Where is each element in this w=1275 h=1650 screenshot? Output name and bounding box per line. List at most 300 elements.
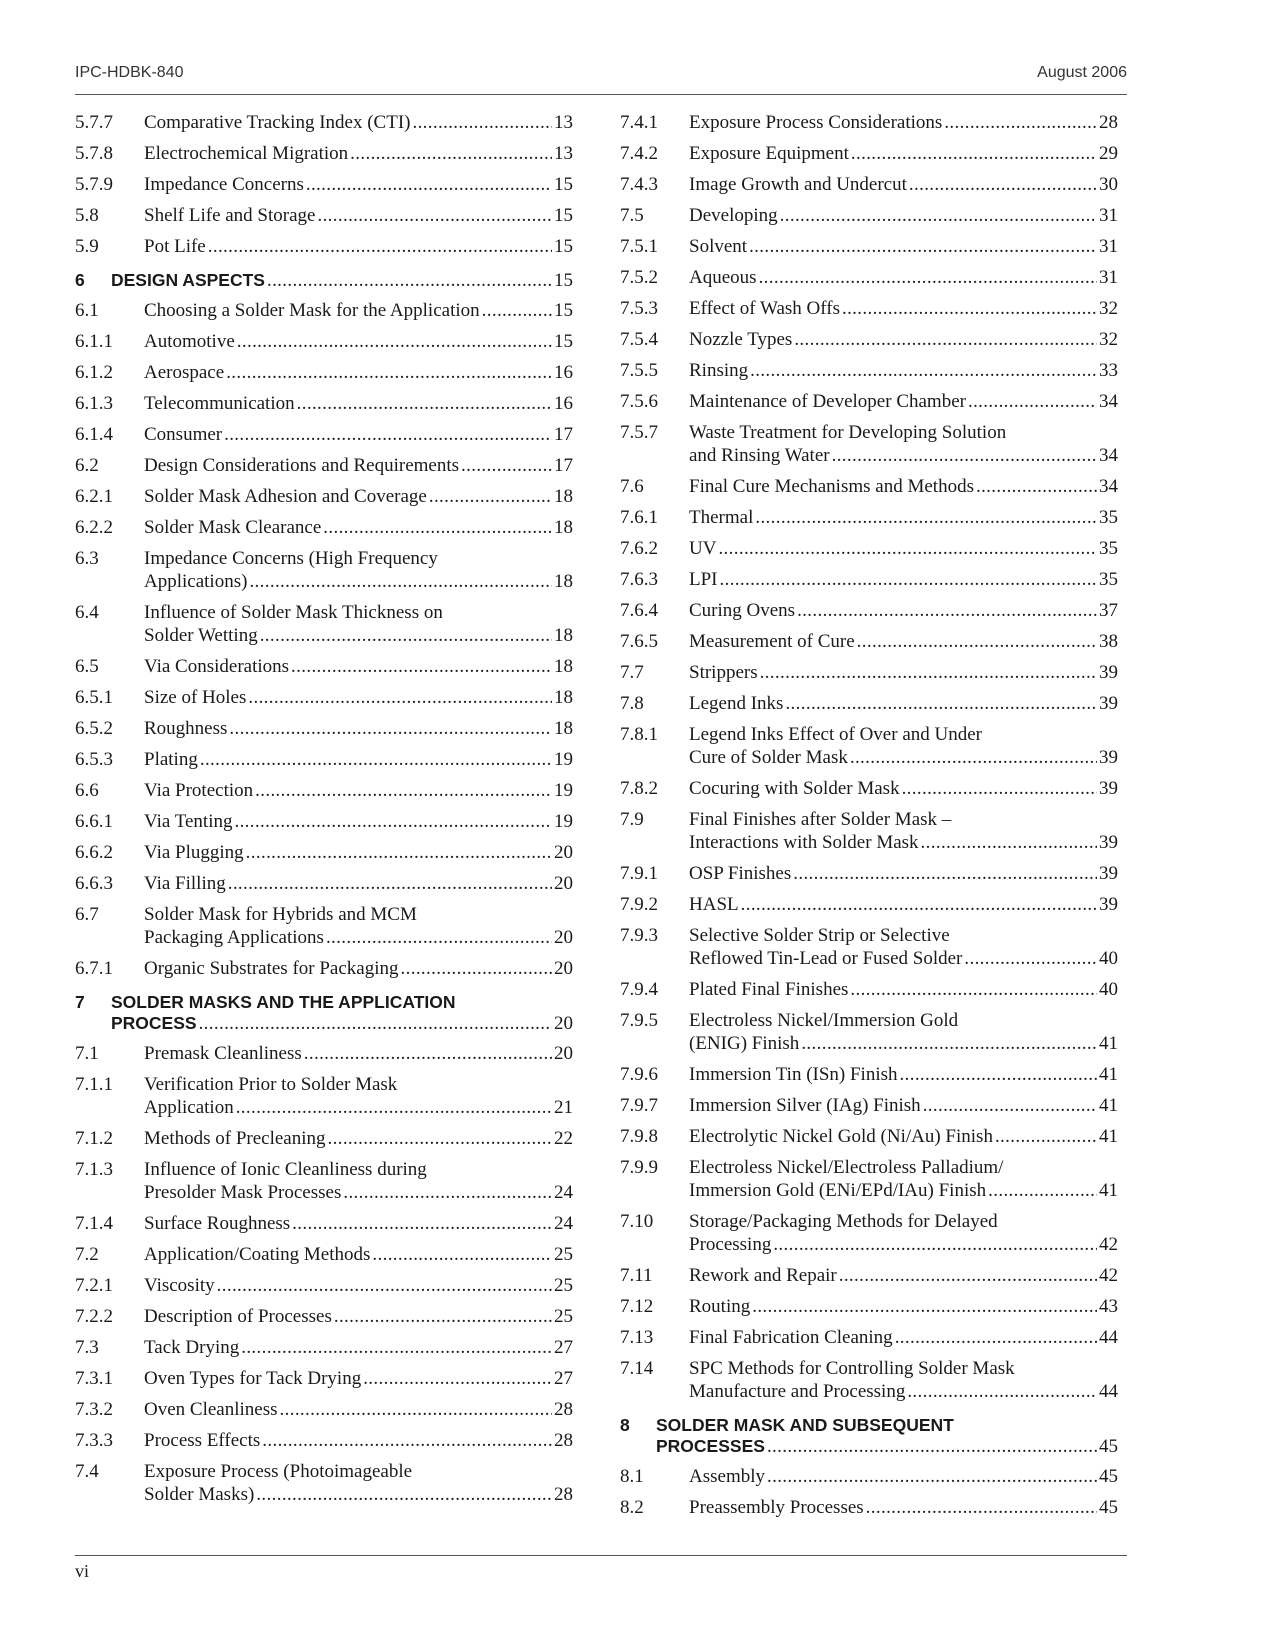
toc-entry [75,1127,573,1150]
toc-entry-line [689,978,1118,1001]
toc-entry-body [689,568,1118,591]
toc-leader-dots [909,173,1097,196]
toc-entry-number: 6.1.4 [75,424,113,445]
toc-entry-line [689,692,1118,715]
toc-leader-dots [229,717,552,740]
toc-entry-body [689,777,1118,800]
toc-entry-body [144,330,573,353]
toc-entry [75,1073,573,1119]
toc-entry-line [144,361,573,384]
toc-entry-line [689,421,1118,444]
toc-entry [75,1305,573,1328]
toc-entry-line [689,746,1118,769]
toc-page-number: 28 [554,1484,573,1505]
toc-leader-dots [401,957,552,980]
toc-entry-title: Measurement of Cure [689,631,855,652]
toc-entry-body [689,475,1118,498]
toc-entry-line [689,506,1118,529]
toc-leader-dots [750,359,1097,382]
toc-entry-line [144,1429,573,1452]
toc-entry-line [689,862,1118,885]
toc-leader-dots [718,537,1097,560]
toc-page-number: 41 [1099,1095,1118,1116]
toc-leader-dots [267,270,552,291]
toc-entry [75,841,573,864]
toc-entry-line [689,1465,1118,1488]
toc-entry-body [144,485,573,508]
toc-entry-number: 7.9.2 [620,894,658,915]
toc-entry-title: Routing [689,1296,751,1317]
toc-entry-body [144,1429,573,1452]
toc-entry-line [689,266,1118,289]
toc-page-number: 27 [554,1337,573,1358]
toc-entry-line [689,723,1118,746]
toc-page-number: 28 [554,1430,573,1451]
toc-entry-line [144,204,573,227]
toc-entry-number: 7.2.2 [75,1306,113,1327]
toc-entry-title: Solder Mask Adhesion and Coverage [144,486,427,507]
toc-entry-title: Automotive [144,331,235,352]
toc-entry-line [144,330,573,353]
toc-entry-line [689,390,1118,413]
toc-entry-number: 7.5.6 [620,391,658,412]
toc-entry-title: UV [689,538,717,559]
toc-entry-number: 7.1.3 [75,1159,113,1180]
toc-entry-line [144,872,573,895]
toc-entry-number: 6.1.1 [75,331,113,352]
toc-entry-body [689,599,1118,622]
toc-entry-body [689,1009,1118,1055]
toc-leader-dots [767,1465,1097,1488]
toc-page-number: 31 [1099,205,1118,226]
toc-entry-title: Premask Cleanliness [144,1043,302,1064]
toc-entry-title: Size of Holes [144,687,247,708]
toc-entry-number: 7.11 [620,1265,653,1286]
toc-entry-line [689,777,1118,800]
toc-entry-number: 7.5.3 [620,298,658,319]
toc-entry-number: 6.6.1 [75,811,113,832]
toc-entry-body [656,1415,1118,1457]
toc-page-number: 19 [554,749,573,770]
toc-entry-body [689,1465,1118,1488]
toc-section-heading [75,270,573,291]
toc-entry-number: 5.8 [75,205,99,226]
toc-entry [620,204,1118,227]
toc-page-number: 18 [554,571,573,592]
toc-entry [75,299,573,322]
toc-page-number: 39 [1099,832,1118,853]
page-number: vi [75,1561,90,1581]
toc-page-number: 20 [554,958,573,979]
toc-entry-title: Plating [144,749,198,770]
toc-entry-body [689,1295,1118,1318]
toc-entry-number: 6.6.3 [75,873,113,894]
toc-entry-line [144,1181,573,1204]
toc-page-number: 34 [1099,476,1118,497]
toc-entry-number: 5.7.8 [75,143,113,164]
toc-entry-body [144,957,573,980]
toc-entry [620,862,1118,885]
toc-page-number: 18 [554,687,573,708]
toc-entry-line [144,1127,573,1150]
toc-leader-dots [372,1243,552,1266]
toc-entry-number: 7.8.1 [620,724,658,745]
toc-entry-line [144,235,573,258]
toc-entry-number: 7.9.1 [620,863,658,884]
toc-leader-dots [199,1013,552,1034]
toc-leader-dots [785,692,1097,715]
toc-entry-title: Final Fabrication Cleaning [689,1327,893,1348]
toc-entry [75,748,573,771]
toc-entry [75,485,573,508]
toc-entry-body [144,903,573,949]
toc-entry-number: 6.5 [75,656,99,677]
toc-leader-dots [280,1398,552,1421]
toc-entry [620,1357,1118,1403]
toc-leader-dots [793,862,1097,885]
toc-page-number: 42 [1099,1234,1118,1255]
toc-entry-title: HASL [689,894,739,915]
toc-page-number: 42 [1099,1265,1118,1286]
toc-entry-title: SOLDER MASK AND SUBSEQUENT [656,1415,954,1435]
toc-page-number: 15 [554,300,573,321]
toc-entry [75,872,573,895]
toc-page-number: 32 [1099,298,1118,319]
toc-page-number: 28 [1099,112,1118,133]
toc-entry [620,1295,1118,1318]
toc-entry-number: 7.3.3 [75,1430,113,1451]
toc-entry-body [144,299,573,322]
toc-entry-title: Viscosity [144,1275,215,1296]
toc-page-number: 28 [554,1399,573,1420]
toc-entry-title: Curing Ovens [689,600,796,621]
toc-entry-body [144,1460,573,1506]
toc-page-number: 18 [554,656,573,677]
footer-rule [75,1555,1127,1556]
toc-entry [620,1496,1118,1519]
toc-entry-number: 7.9.7 [620,1095,658,1116]
toc-entry-body [111,270,573,291]
toc-entry-number: 6.3 [75,548,99,569]
toc-entry-title: Exposure Process Considerations [689,112,943,133]
toc-entry-line [689,1380,1118,1403]
toc-entry-line [144,1158,573,1181]
toc-entry [620,692,1118,715]
toc-entry-line [689,475,1118,498]
toc-entry-title: Methods of Precleaning [144,1128,326,1149]
toc-entry-number: 6.5.3 [75,749,113,770]
toc-entry-title: LPI [689,569,718,590]
toc-leader-dots [256,1483,552,1506]
toc-entry-body [689,1125,1118,1148]
toc-entry-number: 7.5.2 [620,267,658,288]
toc-entry-line [144,142,573,165]
toc-page-number: 15 [554,236,573,257]
toc-leader-dots [255,779,552,802]
toc-entry-number: 6.6 [75,780,99,801]
toc-page-number: 13 [554,143,573,164]
toc-entry-line [144,903,573,926]
toc-entry-body [689,142,1118,165]
toc-entry [620,142,1118,165]
toc-entry-title: Solder Mask Clearance [144,517,322,538]
toc-leader-dots [291,655,552,678]
toc-leader-dots [923,1094,1097,1117]
toc-leader-dots [260,624,552,647]
toc-entry-line [689,1032,1118,1055]
toc-leader-dots [759,266,1097,289]
toc-entry [620,808,1118,854]
toc-leader-dots [755,506,1097,529]
toc-leader-dots [832,444,1097,467]
toc-entry-line [689,204,1118,227]
toc-page-number: 31 [1099,236,1118,257]
toc-entry [75,1158,573,1204]
toc-entry-number: 7.1.4 [75,1213,113,1234]
toc-entry-title: Organic Substrates for Packaging [144,958,399,979]
toc-page-number: 34 [1099,391,1118,412]
toc-entry-body [689,924,1118,970]
toc-entry-number: 7.5.5 [620,360,658,381]
toc-page-number: 20 [554,1043,573,1064]
toc-entry-line [144,841,573,864]
toc-entry [620,568,1118,591]
toc-entry-title: Shelf Life and Storage [144,205,316,226]
toc-entry-number: 7.4.1 [620,112,658,133]
toc-entry-title: Pot Life [144,236,206,257]
toc-leader-dots [208,235,552,258]
toc-entry-line [144,1460,573,1483]
toc-leader-dots [842,297,1097,320]
toc-entry-title: Roughness [144,718,228,739]
toc-entry-body [689,235,1118,258]
toc-entry-title: (ENIG) Finish [689,1033,800,1054]
toc-entry-line [689,831,1118,854]
toc-entry-title: Via Tenting [144,811,233,832]
toc-entry [620,173,1118,196]
toc-leader-dots [988,1179,1097,1202]
toc-entry [75,655,573,678]
toc-entry-body [144,111,573,134]
toc-entry [75,330,573,353]
toc-entry-number: 7.4.2 [620,143,658,164]
toc-leader-dots [851,142,1097,165]
toc-entry-title: Rinsing [689,360,749,381]
toc-leader-dots [482,299,552,322]
toc-entry-number: 7.1.2 [75,1128,113,1149]
toc-entry-number: 7.9.4 [620,979,658,1000]
toc-entry-title: PROCESS [111,1013,197,1033]
toc-entry [620,1210,1118,1256]
toc-entry-title: Process Effects [144,1430,261,1451]
toc-leader-dots [720,568,1098,591]
toc-entry-line [656,1415,1118,1436]
toc-entry-line [144,1243,573,1266]
toc-entry-number: 7.4.3 [620,174,658,195]
document-id: IPC-HDBK-840 [75,64,184,81]
toc-page-number: 35 [1099,569,1118,590]
toc-entry-line [689,893,1118,916]
toc-entry-number: 7 [75,992,85,1012]
toc-page-number: 20 [554,927,573,948]
toc-entry [620,390,1118,413]
toc-entry-body [144,1042,573,1065]
toc-page-number: 22 [554,1128,573,1149]
toc-entry-line [144,957,573,980]
toc-entry [620,1125,1118,1148]
toc-entry-title: Design Considerations and Requirements [144,455,460,476]
toc-leader-dots [363,1367,552,1390]
toc-entry-number: 6.7 [75,904,99,925]
toc-entry-body [144,1158,573,1204]
toc-page-number: 39 [1099,747,1118,768]
toc-entry-body [689,630,1118,653]
toc-page-number: 32 [1099,329,1118,350]
toc-entry-number: 6.2.2 [75,517,113,538]
toc-entry-number: 7.1.1 [75,1074,113,1095]
toc-entry-line [144,1336,573,1359]
toc-entry-line [689,1156,1118,1179]
toc-entry-body [144,748,573,771]
toc-entry [75,423,573,446]
toc-entry-title: Oven Types for Tack Drying [144,1368,362,1389]
toc-entry-body [689,390,1118,413]
toc-entry-body [689,204,1118,227]
toc-entry-line [689,537,1118,560]
toc-page-number: 19 [554,780,573,801]
toc-entry-title: Exposure Equipment [689,143,849,164]
toc-entry-title: Presolder Mask Processes [144,1182,342,1203]
toc-entry-line [689,1210,1118,1233]
toc-entry [75,111,573,134]
toc-leader-dots [200,748,552,771]
toc-leader-dots [995,1125,1097,1148]
toc-entry-line [144,1274,573,1297]
toc-entry-title: PROCESSES [656,1436,765,1456]
toc-entry-line [111,1013,573,1034]
toc-page-number: 20 [554,1013,573,1034]
toc-entry-body [689,1357,1118,1403]
toc-page-number: 29 [1099,143,1118,164]
toc-entry-line [144,779,573,802]
toc-entry [75,173,573,196]
toc-entry-title: Telecommunication [144,393,295,414]
toc-entry-body [689,893,1118,916]
toc-leader-dots [895,1326,1097,1349]
toc-entry [620,111,1118,134]
toc-entry-body [144,779,573,802]
toc-entry-body [689,1156,1118,1202]
toc-entry-line [144,454,573,477]
toc-entry-title: Exposure Process (Photoimageable [144,1461,413,1482]
toc-entry-line [144,485,573,508]
toc-page-number: 25 [554,1275,573,1296]
toc-leader-dots [461,454,552,477]
toc-entry-number: 7.5.7 [620,422,658,443]
toc-entry-number: 5.7.9 [75,174,113,195]
toc-entry-title: Aerospace [144,362,225,383]
toc-page-number: 25 [554,1306,573,1327]
toc-entry-title: Selective Solder Strip or Selective [689,925,950,946]
toc-entry-title: Legend Inks [689,693,784,714]
toc-entry-body [144,1336,573,1359]
toc-entry-line [144,1073,573,1096]
toc-entry-title: Via Considerations [144,656,290,677]
toc-entry-line [689,1264,1118,1287]
toc-entry-title: Via Plugging [144,842,244,863]
toc-entry [75,717,573,740]
toc-entry-line [144,392,573,415]
toc-entry-title: Final Cure Mechanisms and Methods [689,476,974,497]
toc-page-number: 43 [1099,1296,1118,1317]
toc-entry-body [144,516,573,539]
toc-entry-body [144,423,573,446]
toc-entry-title: Solvent [689,236,748,257]
toc-entry-body [689,978,1118,1001]
toc-leader-dots [334,1305,552,1328]
toc-entry-title: Final Finishes after Solder Mask – [689,809,952,830]
toc-entry-number: 7.5.1 [620,236,658,257]
toc-entry-number: 6.5.1 [75,687,113,708]
toc-entry-body [689,1063,1118,1086]
toc-entry-line [111,270,573,291]
toc-entry-number: 6 [75,270,85,290]
toc-leader-dots [866,1496,1097,1519]
toc-entry-title: Rework and Repair [689,1265,837,1286]
toc-leader-dots [794,328,1097,351]
toc-entry [75,1042,573,1065]
toc-page-number: 31 [1099,267,1118,288]
toc-entry-title: Solder Mask for Hybrids and MCM [144,904,417,925]
toc-entry-title: Cocuring with Solder Mask [689,778,900,799]
toc-entry-number: 7.9.6 [620,1064,658,1085]
toc-entry-number: 7.2.1 [75,1275,113,1296]
toc-leader-dots [323,516,552,539]
toc-entry-title: Preassembly Processes [689,1497,864,1518]
toc-entry [620,421,1118,467]
toc-entry [75,1460,573,1506]
toc-page-number: 15 [554,174,573,195]
document-date: August 2006 [1037,64,1127,81]
toc-entry-body [144,810,573,833]
toc-leader-dots [326,926,552,949]
toc-entry-line [689,1179,1118,1202]
toc-entry-body [144,392,573,415]
toc-page-number: 39 [1099,693,1118,714]
toc-entry-body [144,1305,573,1328]
toc-entry-line [144,570,573,593]
toc-page-number: 13 [554,112,573,133]
toc-entry-line [689,1063,1118,1086]
toc-page-number: 33 [1099,360,1118,381]
toc-entry-line [689,111,1118,134]
toc-page-number: 41 [1099,1064,1118,1085]
toc-entry-line [144,1096,573,1119]
toc-entry-title: Electroless Nickel/Immersion Gold [689,1010,959,1031]
toc-entry-line [144,547,573,570]
toc-entry-body [689,1326,1118,1349]
toc-entry-title: Tack Drying [144,1337,240,1358]
toc-entry-line [689,1326,1118,1349]
toc-entry [620,978,1118,1001]
toc-entry [620,661,1118,684]
toc-entry [75,903,573,949]
toc-leader-dots [236,1096,552,1119]
toc-entry-line [144,686,573,709]
toc-entry-title: Nozzle Types [689,329,793,350]
toc-entry-title: Electrolytic Nickel Gold (Ni/Au) Finish [689,1126,993,1147]
toc-entry-line [144,516,573,539]
